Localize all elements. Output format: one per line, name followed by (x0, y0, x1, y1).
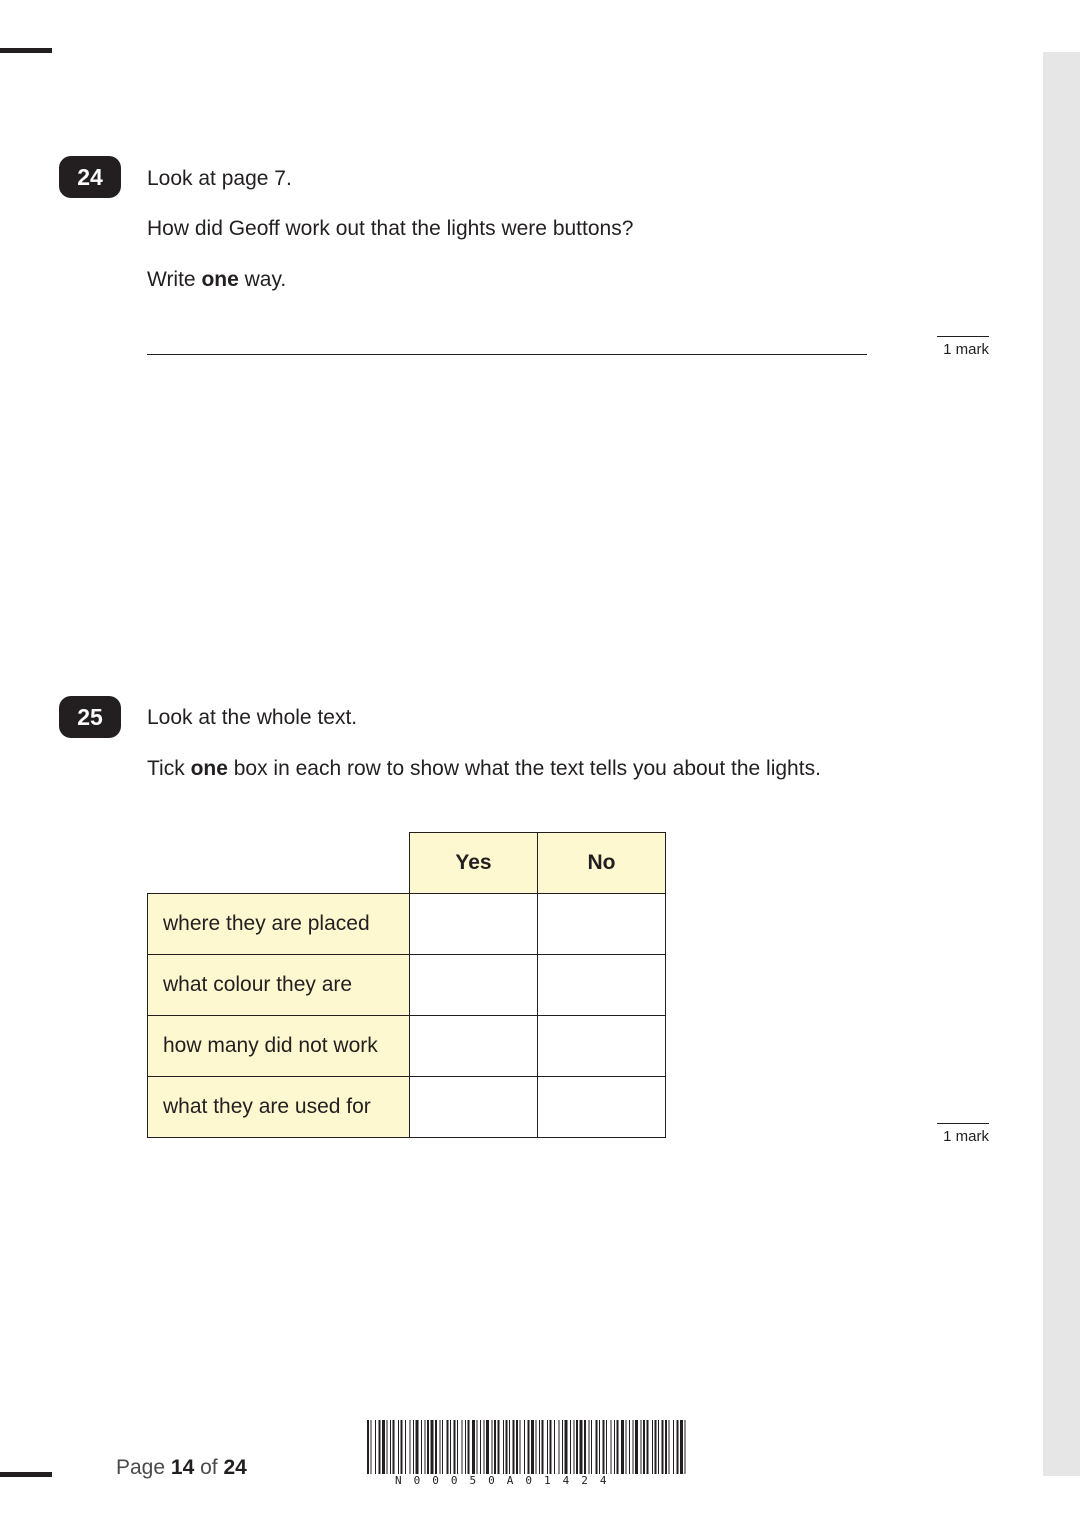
crop-mark-top (0, 48, 52, 53)
barcode-bar (554, 1420, 555, 1474)
q24-question: How did Geoff work out that the lights were buttons? (147, 217, 634, 240)
barcode-bar (652, 1420, 653, 1474)
tick-box-yes[interactable] (410, 894, 538, 955)
barcode-bar (405, 1420, 406, 1474)
barcode-bar (410, 1420, 411, 1474)
q25-question: Tick one box in each row to show what the text tells you about the lights. (147, 757, 821, 780)
q25-mark-label: 1 mark (943, 1128, 989, 1145)
barcode-bar (576, 1420, 578, 1474)
table-row (148, 1077, 666, 1138)
barcode-bar (685, 1420, 686, 1474)
page-number: Page 14 of 24 (116, 1456, 247, 1479)
crop-mark-bottom (0, 1472, 52, 1477)
row-label: how many did not work (148, 1016, 410, 1077)
barcode-bar (662, 1420, 664, 1474)
barcode-bar (494, 1420, 496, 1474)
q25-tick-table (147, 832, 666, 1138)
tick-box-no[interactable] (538, 955, 666, 1016)
barcode-bar (677, 1420, 679, 1474)
barcode-bar (462, 1420, 463, 1474)
question-number-24: 24 (59, 156, 121, 198)
barcode-bar (658, 1420, 659, 1474)
q24-direction: Write one way. (147, 268, 287, 291)
barcode-bar (635, 1420, 638, 1474)
barcode-bar (398, 1420, 399, 1474)
barcode-bar (599, 1420, 600, 1474)
barcode-bar (416, 1420, 419, 1474)
barcode-bar (371, 1420, 372, 1474)
barcode-bar (589, 1420, 590, 1474)
barcode-bar (393, 1420, 395, 1474)
barcode-bar (492, 1420, 493, 1474)
barcode-bar (669, 1420, 670, 1474)
barcode-bar (513, 1420, 515, 1474)
barcode-bar (641, 1420, 642, 1474)
barcode-bar (465, 1420, 466, 1474)
q24-mark-box (937, 336, 989, 358)
barcode-bar (516, 1420, 518, 1474)
barcode-bar (477, 1420, 478, 1474)
barcode-bar (425, 1420, 426, 1474)
barcode-bar (367, 1420, 369, 1474)
tick-box-yes[interactable] (410, 1016, 538, 1077)
barcode-bar (375, 1420, 376, 1474)
barcode-bar (591, 1420, 592, 1474)
barcode-bar (435, 1420, 437, 1474)
barcode-bar (580, 1420, 583, 1474)
barcode-bar (547, 1420, 548, 1474)
barcode-bar (431, 1420, 434, 1474)
barcode-bar (390, 1420, 391, 1474)
q24-mark-label: 1 mark (943, 341, 989, 358)
tick-box-no[interactable] (538, 1016, 666, 1077)
barcode-bar (472, 1420, 475, 1474)
barcode-bar (603, 1420, 605, 1474)
barcode-bar (531, 1420, 534, 1474)
barcode-bar (647, 1420, 649, 1474)
barcode-bar (382, 1420, 385, 1474)
question-number-25: 25 (59, 696, 121, 738)
table-row (148, 955, 666, 1016)
barcode-bar (450, 1420, 451, 1474)
barcode-bar (596, 1420, 598, 1474)
barcode-bar (442, 1420, 443, 1474)
barcode-bar (454, 1420, 456, 1474)
barcode-bar (413, 1420, 414, 1474)
barcode-bar (421, 1420, 422, 1474)
barcode-bar (629, 1420, 630, 1474)
barcode-bar (509, 1420, 510, 1474)
barcode-bar (498, 1420, 500, 1474)
barcode-bar (484, 1420, 485, 1474)
tick-box-yes[interactable] (410, 1077, 538, 1138)
tick-box-no[interactable] (538, 894, 666, 955)
barcode-bar (633, 1420, 634, 1474)
barcode-bar (427, 1420, 429, 1474)
margin-strip (1043, 52, 1080, 1476)
barcode-bar (565, 1420, 568, 1474)
barcode-bar (387, 1420, 388, 1474)
tick-box-no[interactable] (538, 1077, 666, 1138)
barcode-bar (506, 1420, 508, 1474)
barcode-bar (626, 1420, 627, 1474)
table-row (148, 894, 666, 955)
row-label: where they are placed (148, 894, 410, 955)
barcode-bar (542, 1420, 544, 1474)
row-label: what colour they are (148, 955, 410, 1016)
barcode-bar (468, 1420, 470, 1474)
barcode-number: N00050A01424 (395, 1474, 619, 1487)
barcode-bar (520, 1420, 521, 1474)
barcode-bar (680, 1420, 683, 1474)
q25-instruction: Look at the whole text. (147, 706, 358, 729)
col-header-no: No (538, 833, 666, 894)
barcode-bar (486, 1420, 489, 1474)
barcode-bar (536, 1420, 537, 1474)
barcode-bar (480, 1420, 481, 1474)
barcode-bar (643, 1420, 645, 1474)
barcode-bar (574, 1420, 575, 1474)
q25-mark-box (937, 1123, 989, 1145)
barcode-bar (621, 1420, 624, 1474)
barcode-bar (611, 1420, 612, 1474)
barcode-bar (503, 1420, 504, 1474)
table-row (148, 1016, 666, 1077)
barcode-bar (655, 1420, 657, 1474)
col-header-yes: Yes (410, 833, 538, 894)
barcode-bar (447, 1420, 449, 1474)
barcode-bar (401, 1420, 403, 1474)
barcode-bar (528, 1420, 530, 1474)
barcode-bar (440, 1420, 441, 1474)
q24-instruction: Look at page 7. (147, 167, 292, 190)
barcode-bar (559, 1420, 560, 1474)
row-label: what they are used for (148, 1077, 410, 1138)
tick-box-yes[interactable] (410, 955, 538, 1016)
barcode-bar (562, 1420, 563, 1474)
barcode-bar (539, 1420, 540, 1474)
barcode-bar (570, 1420, 571, 1474)
barcode-bar (524, 1420, 525, 1474)
barcode-bar (665, 1420, 667, 1474)
barcode-bar (584, 1420, 586, 1474)
barcode-bar (614, 1420, 615, 1474)
barcode-bar (673, 1420, 674, 1474)
barcode-bar (457, 1420, 458, 1474)
barcode-bar (550, 1420, 552, 1474)
q24-answer-line[interactable] (147, 354, 867, 355)
barcode-bar (617, 1420, 619, 1474)
barcode-bar (379, 1420, 381, 1474)
barcode-bar (606, 1420, 607, 1474)
